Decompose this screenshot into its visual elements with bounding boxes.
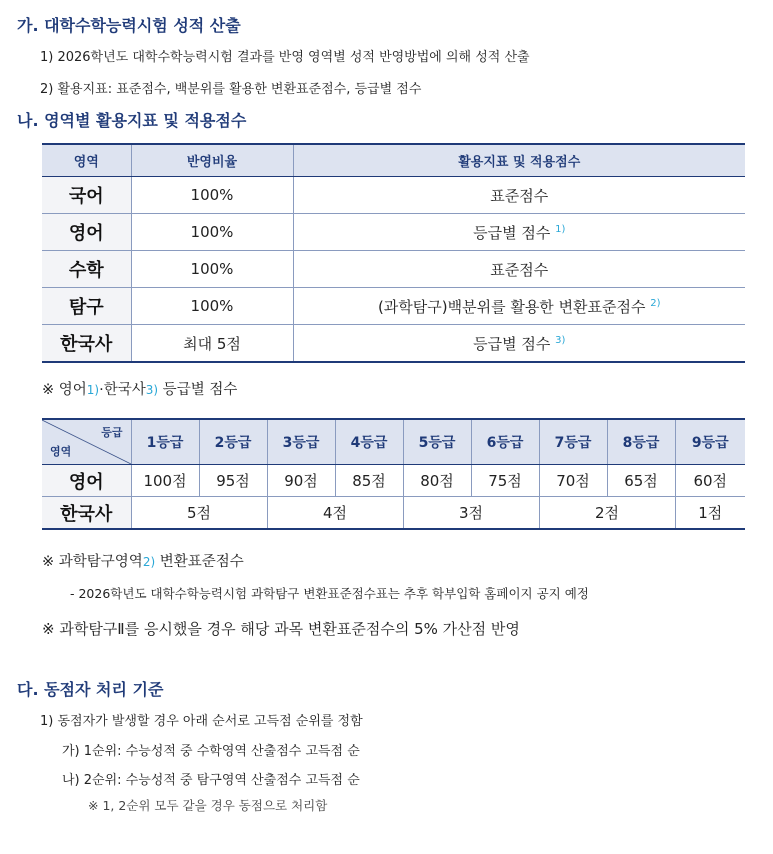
note-mid: ·한국사 <box>99 382 146 398</box>
grade-header: 6등급 <box>471 419 539 465</box>
grade-header: 9등급 <box>675 419 745 465</box>
table-row-history <box>42 497 745 530</box>
tie-rule-2: 나) 2순위: 수능성적 중 탐구영역 산출점수 고득점 순 <box>62 773 360 788</box>
diag-label-grade: 등급 <box>101 426 123 439</box>
indicator-text: 등급별 점수 <box>473 223 551 242</box>
score-cell: 2점 <box>539 497 675 530</box>
score-cell: 4점 <box>267 497 403 530</box>
grade-table-header <box>42 419 745 465</box>
header-indicator: 활용지표 및 적용점수 <box>293 144 745 177</box>
row-subject: 영어 <box>42 465 131 497</box>
score-cell: 80점 <box>403 465 471 497</box>
row-subject: 영어 <box>42 214 131 251</box>
score-cell: 85점 <box>335 465 403 497</box>
row-ratio: 100% <box>131 288 293 325</box>
diagonal-header-cell <box>42 419 131 465</box>
note-grade-scores <box>42 378 237 399</box>
note-suffix: 변환표준점수 <box>155 554 244 570</box>
indicator-text: 표준점수 <box>490 260 549 279</box>
section-a-item-1: 1) 2026학년도 대학수학능력시험 결과를 반영 영역별 성적 반영방법에 의해 성적 산출 <box>40 50 530 65</box>
grade-header: 2등급 <box>199 419 267 465</box>
row-subject: 한국사 <box>42 497 131 530</box>
note-suffix: 등급별 점수 <box>158 382 238 398</box>
grade-header: 4등급 <box>335 419 403 465</box>
diag-label-subject: 영역 <box>50 445 72 458</box>
row-ratio: 100% <box>131 251 293 288</box>
indicator-table-header <box>42 144 745 177</box>
header-subject: 영역 <box>42 144 131 177</box>
table-row <box>42 251 745 288</box>
grade-header: 7등급 <box>539 419 607 465</box>
row-ratio: 100% <box>131 177 293 214</box>
table-row <box>42 177 745 214</box>
row-subject: 국어 <box>42 177 131 214</box>
tie-rule-note: ※ 1, 2순위 모두 같을 경우 동점으로 처리함 <box>88 798 328 813</box>
score-cell: 95점 <box>199 465 267 497</box>
grade-header: 3등급 <box>267 419 335 465</box>
header-ratio: 반영비율 <box>131 144 293 177</box>
note-prefix: ※ 과학탐구영역 <box>42 554 143 570</box>
footnote-ref: 3) <box>145 383 159 397</box>
row-indicator <box>293 288 745 325</box>
score-cell: 90점 <box>267 465 335 497</box>
footnote-ref: 1) <box>555 223 566 235</box>
row-indicator <box>293 251 745 288</box>
section-b-title: 나. 영역별 활용지표 및 적용점수 <box>17 111 247 130</box>
footnote-ref: 1) <box>86 383 100 397</box>
indicator-text: 등급별 점수 <box>473 334 551 353</box>
row-indicator <box>293 214 745 251</box>
row-indicator <box>293 177 745 214</box>
table-row-english <box>42 465 745 497</box>
note-prefix: ※ 영어 <box>42 382 87 398</box>
row-subject: 탐구 <box>42 288 131 325</box>
grade-header: 8등급 <box>607 419 675 465</box>
footnote-ref: 2) <box>142 555 156 569</box>
grade-header: 5등급 <box>403 419 471 465</box>
footnote-ref: 2) <box>650 297 661 309</box>
table-row <box>42 214 745 251</box>
row-indicator <box>293 325 745 363</box>
section-a-title: 가. 대학수학능력시험 성적 산출 <box>17 16 241 35</box>
section-c-item-1: 1) 동점자가 발생할 경우 아래 순서로 고득점 순위를 정함 <box>40 714 363 729</box>
row-ratio: 100% <box>131 214 293 251</box>
note-science-detail: - 2026학년도 대학수학능력시험 과학탐구 변환표준점수표는 추후 학부입학 홈페이지 공지 예정 <box>70 586 589 601</box>
section-c-title: 다. 동점자 처리 기준 <box>17 680 164 699</box>
score-cell: 65점 <box>607 465 675 497</box>
score-cell: 75점 <box>471 465 539 497</box>
indicator-text: 표준점수 <box>490 186 549 205</box>
row-subject: 한국사 <box>42 325 131 363</box>
table-row <box>42 325 745 363</box>
table-row <box>42 288 745 325</box>
score-cell: 60점 <box>675 465 745 497</box>
note-science-conversion <box>42 550 244 571</box>
section-a-item-2: 2) 활용지표: 표준점수, 백분위를 활용한 변환표준점수, 등급별 점수 <box>40 82 422 97</box>
note-science-bonus: ※ 과학탐구Ⅱ를 응시했을 경우 해당 과목 변환표준점수의 5% 가산점 반영 <box>42 620 520 638</box>
row-ratio: 최대 5점 <box>131 325 293 363</box>
score-cell: 3점 <box>403 497 539 530</box>
indicator-table <box>42 143 745 363</box>
tie-rule-1: 가) 1순위: 수능성적 중 수학영역 산출점수 고득점 순 <box>62 744 360 759</box>
score-cell: 5점 <box>131 497 267 530</box>
score-cell: 100점 <box>131 465 199 497</box>
score-cell: 70점 <box>539 465 607 497</box>
indicator-text: (과학탐구)백분위를 활용한 변환표준점수 <box>377 297 646 316</box>
grade-score-table <box>42 418 745 530</box>
score-cell: 1점 <box>675 497 745 530</box>
grade-header: 1등급 <box>131 419 199 465</box>
footnote-ref: 3) <box>555 334 566 346</box>
row-subject: 수학 <box>42 251 131 288</box>
